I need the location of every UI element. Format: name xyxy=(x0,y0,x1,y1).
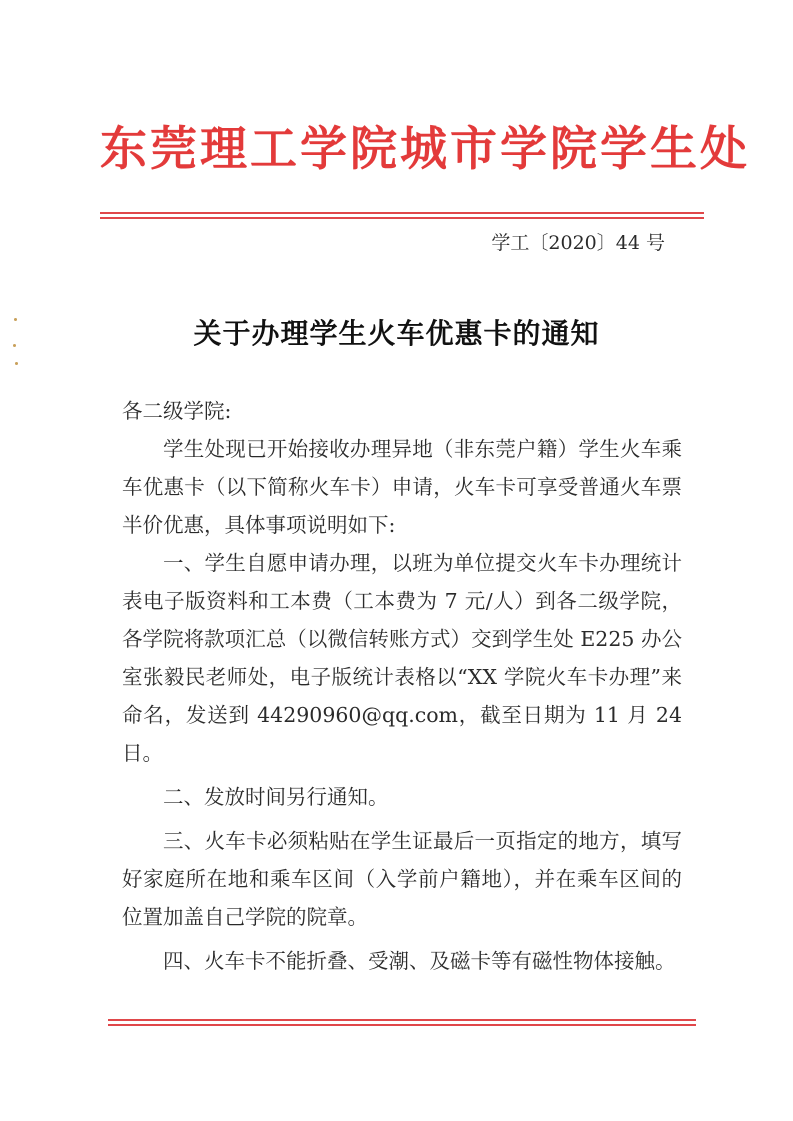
letterhead-divider-top xyxy=(100,212,704,214)
paragraph-item-1: 一、学生自愿申请办理，以班为单位提交火车卡办理统计表电子版资料和工本费（工本费为 7 元/人）到各二级学院，各学院将款项汇总（以微信转账方式）交到学生处 E225 办公室张毅民老师处，电子版统计表格以“XX 学院火车卡办理”来命名，发送到 44290960@qq.com，截至日期为 11 月 24 日。 xyxy=(122,551,682,765)
footer-divider-thin xyxy=(108,1024,696,1026)
letterhead-title: 东莞理工学院城市学院学生处 xyxy=(100,122,750,177)
notice-title: 关于办理学生火车优惠卡的通知 xyxy=(193,317,600,350)
letterhead-divider-top-thin xyxy=(100,217,704,219)
paragraph-intro: 学生处现已开始接收办理异地（非东莞户籍）学生火车乘车优惠卡（以下简称火车卡）申请，火车卡可享受普通火车票半价优惠，具体事项说明如下: xyxy=(122,437,682,537)
document-number: 学工〔2020〕44 号 xyxy=(491,232,665,254)
paragraph-item-2: 二、发放时间另行通知。 xyxy=(163,785,389,809)
paragraph-item-4: 四、火车卡不能折叠、受潮、及磁卡等有磁性物体接触。 xyxy=(163,949,676,973)
salutation: 各二级学院: xyxy=(122,399,232,423)
paragraph-item-3: 三、火车卡必须粘贴在学生证最后一页指定的地方，填写好家庭所在地和乘车区间（入学前户籍地），并在乘车区间的位置加盖自己学院的院章。 xyxy=(122,829,682,929)
notice-body xyxy=(122,392,682,980)
footer-divider xyxy=(108,1019,696,1021)
